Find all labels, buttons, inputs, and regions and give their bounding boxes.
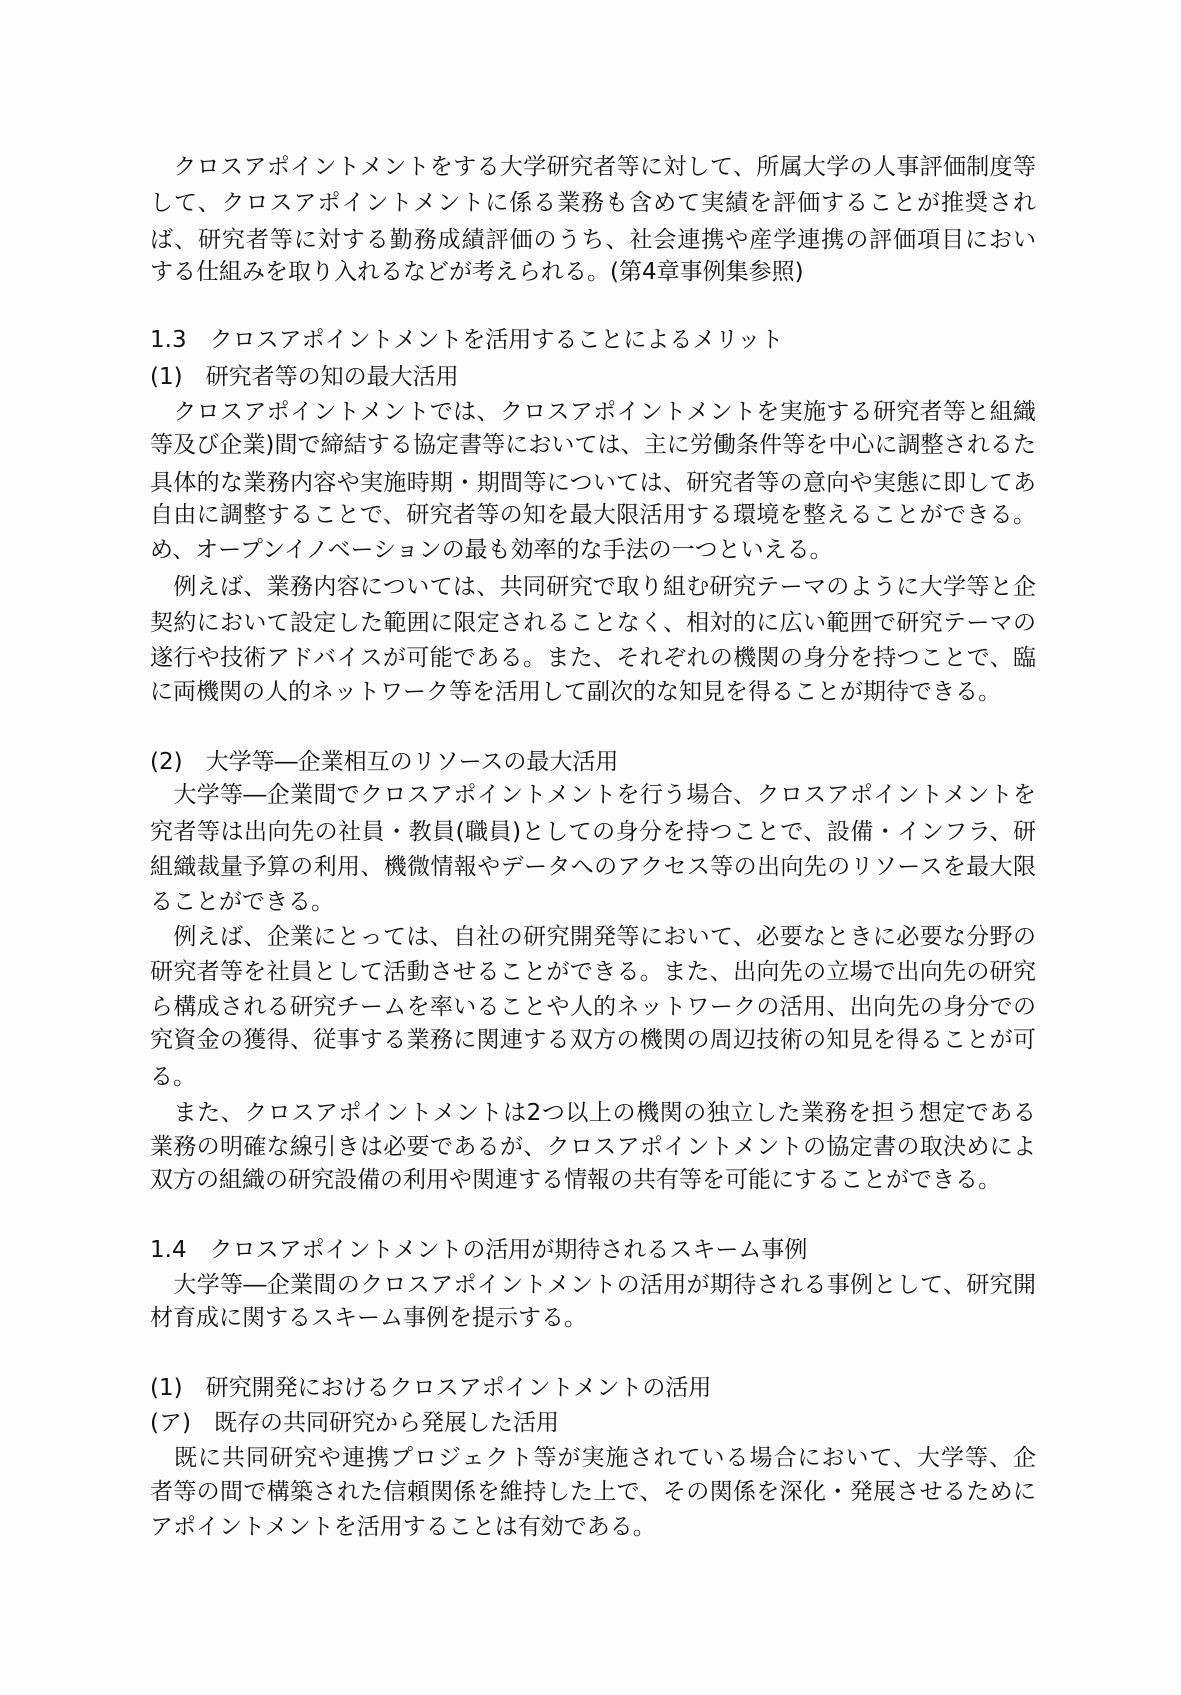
- paragraph-line: して、クロスアポイントメントに係る業務も含めて実績を評価することが推奨され: [150, 190, 1036, 216]
- paragraph-line: ることができる。: [150, 889, 334, 915]
- subsubsection-heading: (ア) 既存の共同研究から発展した活用: [150, 1410, 559, 1436]
- paragraph-line: ら構成される研究チームを率いることや人的ネットワークの活用、出向先の身分での: [150, 994, 1036, 1020]
- paragraph-line: 自由に調整することで、研究者等の知を最大限活用する環境を整えることができる。: [150, 502, 1036, 528]
- paragraph-line: 遂行や技術アドバイスが可能である。また、それぞれの機関の身分を持つことで、臨: [150, 645, 1036, 671]
- paragraph-line: る。: [150, 1064, 196, 1090]
- paragraph-line: クロスアポイントメントをする大学研究者等に対して、所属大学の人事評価制度等: [173, 154, 1036, 180]
- paragraph-line: 組織裁量予算の利用、機微情報やデータへのアクセス等の出向先のリソースを最大限: [150, 854, 1036, 880]
- paragraph-line: する仕組みを取り入れるなどが考えられる。(第4章事例集参照): [150, 259, 804, 285]
- paragraph-line: 双方の組織の研究設備の利用や関連する情報の共有等を可能にすることができる。: [150, 1167, 1001, 1193]
- paragraph-line: ば、研究者等に対する勤務成績評価のうち、社会連携や産学連携の評価項目におい: [150, 227, 1036, 253]
- paragraph-line: クロスアポイントメントでは、クロスアポイントメントを実施する研究者等と組織: [173, 399, 1036, 425]
- paragraph-line: 材育成に関するスキーム事例を提示する。: [150, 1305, 587, 1331]
- paragraph-line: め、オープンイノベーションの最も効率的な手法の一つといえる。: [150, 537, 833, 563]
- paragraph-line: 者等の間で構築された信頼関係を維持した上で、その関係を深化・発展させるために: [150, 1479, 1036, 1505]
- paragraph-line: 究者等は出向先の社員・教員(職員)としての身分を持つことで、設備・インフラ、研: [150, 819, 1036, 845]
- paragraph-line: 業務の明確な線引きは必要であるが、クロスアポイントメントの協定書の取決めによ: [150, 1134, 1036, 1160]
- subsection-heading: (1) 研究者等の知の最大活用: [150, 364, 459, 390]
- paragraph-line: 研究者等を社員として活動させることができる。また、出向先の立場で出向先の研究: [150, 959, 1036, 985]
- paragraph-line: 大学等―企業間のクロスアポイントメントの活用が期待される事例として、研究開: [173, 1272, 1036, 1298]
- subsection-heading: (1) 研究開発におけるクロスアポイントメントの活用: [150, 1375, 712, 1401]
- subsection-heading: (2) 大学等―企業相互のリソースの最大活用: [150, 749, 619, 775]
- paragraph-line: 究資金の獲得、従事する業務に関連する双方の機関の周辺技術の知見を得ることが可: [150, 1027, 1036, 1053]
- paragraph-line: アポイントメントを活用することは有効である。: [150, 1514, 656, 1540]
- section-heading-1-3: 1.3 クロスアポイントメントを活用することによるメリット: [150, 327, 784, 353]
- paragraph-line: に両機関の人的ネットワーク等を活用して副次的な知見を得ることが期待できる。: [150, 679, 1001, 705]
- paragraph-line: 具体的な業務内容や実施時期・期間等については、研究者等の意向や実態に即してあ: [150, 470, 1036, 496]
- paragraph-line: また、クロスアポイントメントは2つ以上の機関の独立した業務を担う想定である: [173, 1100, 1036, 1126]
- paragraph-line: 等及び企業)間で締結する協定書等においては、主に労働条件等を中心に調整されるた: [150, 432, 1036, 458]
- paragraph-line: 例えば、企業にとっては、自社の研究開発等において、必要なときに必要な分野の: [173, 924, 1036, 950]
- paragraph-line: 例えば、業務内容については、共同研究で取り組む研究テーマのように大学等と企: [173, 574, 1036, 600]
- paragraph-line: 契約において設定した範囲に限定されることなく、相対的に広い範囲で研究テーマの: [150, 610, 1036, 636]
- paragraph-line: 大学等―企業間でクロスアポイントメントを行う場合、クロスアポイントメントを: [173, 782, 1036, 808]
- section-heading-1-4: 1.4 クロスアポイントメントの活用が期待されるスキーム事例: [150, 1237, 808, 1263]
- paragraph-line: 既に共同研究や連携プロジェクト等が実施されている場合において、大学等、企: [173, 1445, 1036, 1471]
